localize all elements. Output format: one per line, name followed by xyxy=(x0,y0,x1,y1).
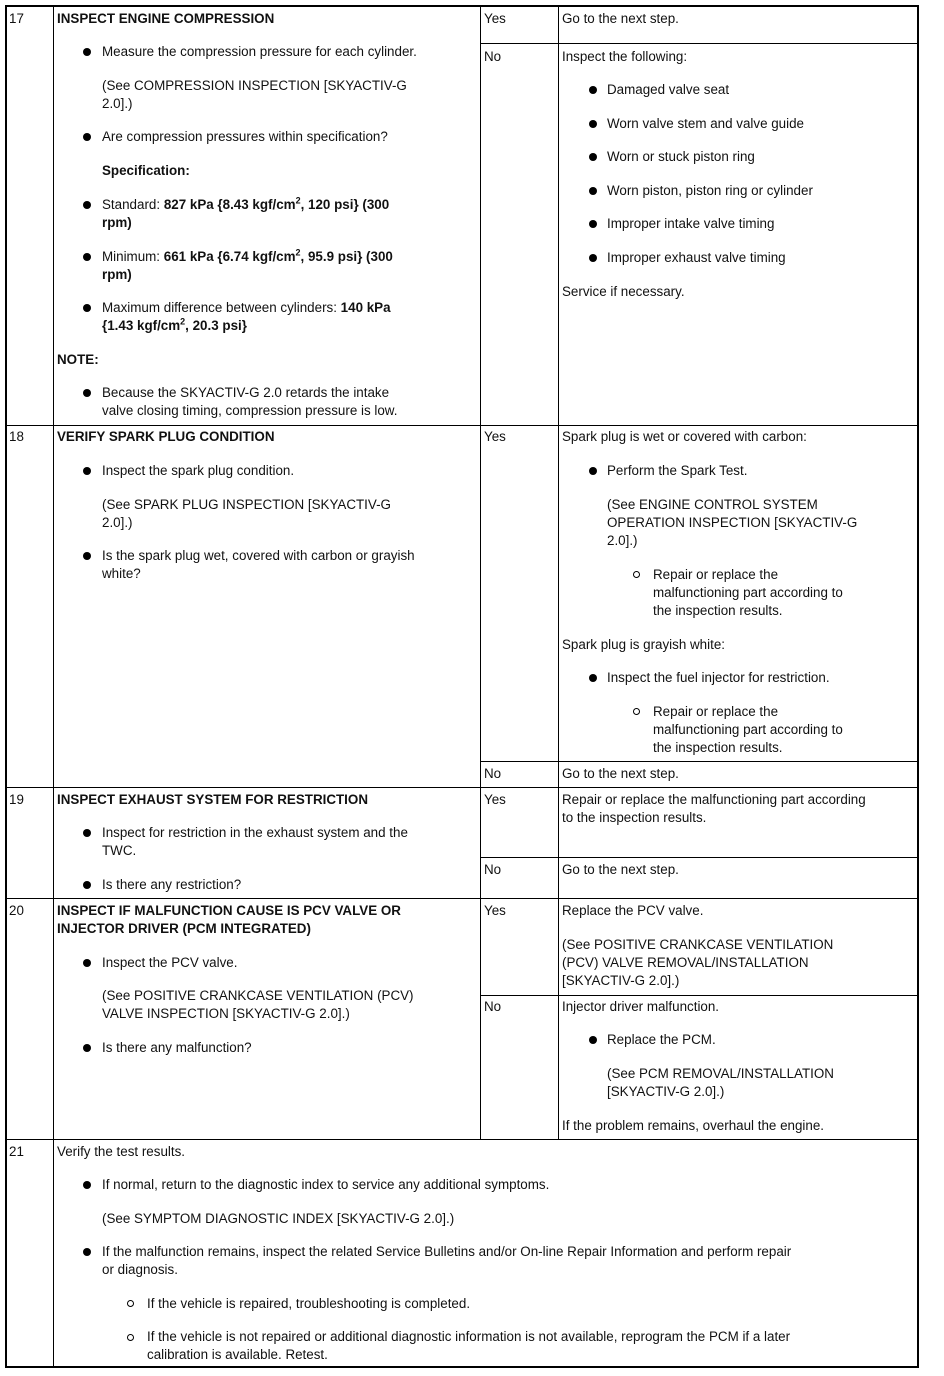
step-title: INJECTOR DRIVER (PCM INTEGRATED) xyxy=(57,921,311,936)
result-no: No xyxy=(484,999,502,1014)
row-divider xyxy=(481,857,918,858)
bullet-icon xyxy=(589,674,597,682)
step-intro: Verify the test results. xyxy=(57,1144,186,1159)
action-text: Replace the PCV valve. xyxy=(562,903,704,918)
action-text: Repair or replace the xyxy=(653,567,779,582)
step-instruction: or diagnosis. xyxy=(102,1262,178,1277)
step-question: white? xyxy=(102,566,141,581)
bullet-icon xyxy=(83,1181,91,1189)
step-instruction: Inspect for restriction in the exhaust system and the xyxy=(102,825,408,840)
spec-max-difference: Maximum difference between cylinders: 140 kPa xyxy=(102,300,391,315)
sub-instruction: If the vehicle is not repaired or additional diagnostic information is not available, reprogram the PCM if a later xyxy=(147,1329,791,1344)
col-divider xyxy=(480,6,481,1139)
step-instruction: Inspect the PCV valve. xyxy=(102,955,238,970)
bullet-icon xyxy=(83,1044,91,1052)
list-item: Damaged valve seat xyxy=(607,82,730,97)
result-yes: Yes xyxy=(484,11,506,26)
action-text: If the problem remains, overhaul the engine. xyxy=(562,1118,825,1133)
spec-standard-cont: rpm) xyxy=(102,215,132,230)
reference-link[interactable]: [SKYACTIV-G 2.0].) xyxy=(607,1084,725,1099)
step-number: 20 xyxy=(9,903,24,918)
reference-link[interactable]: [SKYACTIV-G 2.0].) xyxy=(562,973,680,988)
action-text: the inspection results. xyxy=(653,740,783,755)
action-text: Repair or replace the malfunctioning part according xyxy=(562,792,866,807)
bullet-icon xyxy=(589,120,597,128)
step-instruction: Measure the compression pressure for each cylinder. xyxy=(102,44,417,59)
reference-link[interactable]: OPERATION INSPECTION [SKYACTIV-G xyxy=(607,515,858,530)
bullet-icon xyxy=(83,552,91,560)
bullet-icon xyxy=(83,467,91,475)
bullet-icon xyxy=(589,1036,597,1044)
sub-bullet-icon xyxy=(127,1300,134,1307)
step-instruction: If normal, return to the diagnostic index to service any additional symptoms. xyxy=(102,1177,550,1192)
note-label: NOTE: xyxy=(57,352,99,367)
spec-label: Specification: xyxy=(102,163,190,178)
bullet-icon xyxy=(83,304,91,312)
action-text: malfunctioning part according to xyxy=(653,722,843,737)
bullet-icon xyxy=(589,254,597,262)
action-text: Perform the Spark Test. xyxy=(607,463,748,478)
spec-standard: Standard: 827 kPa {8.43 kgf/$cm^2$, 120 psi} (300 xyxy=(102,195,390,212)
step-instruction: If the malfunction remains, inspect the related Service Bulletins and/or On-line Repair Information and perform repair xyxy=(102,1244,792,1259)
reference-link[interactable]: (See PCM REMOVAL/INSTALLATION xyxy=(607,1066,834,1081)
list-item: Worn valve stem and valve guide xyxy=(607,116,804,131)
reference-link[interactable]: 2.0].) xyxy=(607,533,638,548)
result-yes: Yes xyxy=(484,429,506,444)
reference-link[interactable]: 2.0].) xyxy=(102,96,133,111)
action-text: Spark plug is grayish white: xyxy=(562,637,725,652)
spec-minimum: Minimum: 661 kPa {6.74 kgf/$cm^2$, 95.9 psi} (300 xyxy=(102,247,393,264)
reference-link[interactable]: (See POSITIVE CRANKCASE VENTILATION (PCV) xyxy=(102,988,414,1003)
action-text: Injector driver malfunction. xyxy=(562,999,720,1014)
step-title: VERIFY SPARK PLUG CONDITION xyxy=(57,429,275,444)
step-title: INSPECT ENGINE COMPRESSION xyxy=(57,11,275,26)
list-item: Improper intake valve timing xyxy=(607,216,775,231)
step-instruction: TWC. xyxy=(102,843,137,858)
bullet-icon xyxy=(589,467,597,475)
bullet-icon xyxy=(589,220,597,228)
note-text: Because the SKYACTIV-G 2.0 retards the intake xyxy=(102,385,390,400)
action-text: Inspect the fuel injector for restriction. xyxy=(607,670,830,685)
sub-bullet-icon xyxy=(633,708,640,715)
row-divider xyxy=(481,761,918,762)
action-text: Go to the next step. xyxy=(562,766,679,781)
spec-max-difference-cont: {1.43 kgf/$cm^2$, 20.3 psi} xyxy=(102,316,247,333)
action-text: Inspect the following: xyxy=(562,49,688,64)
bullet-icon xyxy=(83,201,91,209)
step-title: INSPECT IF MALFUNCTION CAUSE IS PCV VALVE OR xyxy=(57,903,401,918)
bullet-icon xyxy=(83,829,91,837)
step-question: Is there any restriction? xyxy=(102,877,242,892)
col-divider xyxy=(53,6,54,1367)
list-item: Improper exhaust valve timing xyxy=(607,250,786,265)
step-question: Is there any malfunction? xyxy=(102,1040,252,1055)
reference-link[interactable]: (See SPARK PLUG INSPECTION [SKYACTIV-G xyxy=(102,497,391,512)
action-text: Spark plug is wet or covered with carbon: xyxy=(562,429,807,444)
sub-instruction: If the vehicle is repaired, troubleshooting is completed. xyxy=(147,1296,471,1311)
bullet-icon xyxy=(83,881,91,889)
sub-bullet-icon xyxy=(127,1334,134,1341)
step-number: 17 xyxy=(9,11,24,26)
row-divider xyxy=(6,787,918,788)
action-text: Repair or replace the xyxy=(653,704,779,719)
bullet-icon xyxy=(589,86,597,94)
bullet-icon xyxy=(589,153,597,161)
bullet-icon xyxy=(83,48,91,56)
action-text: Replace the PCM. xyxy=(607,1032,716,1047)
step-number: 19 xyxy=(9,792,24,807)
row-divider xyxy=(6,1139,918,1140)
sub-bullet-icon xyxy=(633,571,640,578)
action-text: to the inspection results. xyxy=(562,810,707,825)
reference-link[interactable]: (See ENGINE CONTROL SYSTEM xyxy=(607,497,818,512)
result-no: No xyxy=(484,862,502,877)
result-yes: Yes xyxy=(484,903,506,918)
row-divider xyxy=(481,995,918,996)
note-text: valve closing timing, compression pressure is low. xyxy=(102,403,398,418)
step-number: 21 xyxy=(9,1144,24,1159)
bullet-icon xyxy=(83,959,91,967)
action-text: Go to the next step. xyxy=(562,862,679,877)
step-number: 18 xyxy=(9,429,24,444)
bullet-icon xyxy=(589,187,597,195)
row-divider xyxy=(6,425,918,426)
list-item: Worn piston, piston ring or cylinder xyxy=(607,183,813,198)
step-question: Are compression pressures within specification? xyxy=(102,129,388,144)
bullet-icon xyxy=(83,389,91,397)
action-text: Service if necessary. xyxy=(562,284,685,299)
result-yes: Yes xyxy=(484,792,506,807)
reference-link[interactable]: VALVE INSPECTION [SKYACTIV-G 2.0].) xyxy=(102,1006,350,1021)
action-text: Go to the next step. xyxy=(562,11,679,26)
reference-link[interactable]: (See POSITIVE CRANKCASE VENTILATION xyxy=(562,937,834,952)
col-divider xyxy=(558,6,559,1139)
result-no: No xyxy=(484,766,502,781)
bullet-icon xyxy=(83,133,91,141)
list-item: Worn or stuck piston ring xyxy=(607,149,755,164)
step-question: Is the spark plug wet, covered with carbon or grayish xyxy=(102,548,415,563)
bullet-icon xyxy=(83,253,91,261)
reference-link[interactable]: (PCV) VALVE REMOVAL/INSTALLATION xyxy=(562,955,809,970)
step-instruction: Inspect the spark plug condition. xyxy=(102,463,295,478)
row-divider xyxy=(6,898,918,899)
result-no: No xyxy=(484,49,502,64)
sub-instruction: calibration is available. Retest. xyxy=(147,1347,328,1362)
step-title: INSPECT EXHAUST SYSTEM FOR RESTRICTION xyxy=(57,792,368,807)
reference-link[interactable]: (See COMPRESSION INSPECTION [SKYACTIV-G xyxy=(102,78,407,93)
row-divider xyxy=(481,43,918,44)
reference-link[interactable]: (See SYMPTOM DIAGNOSTIC INDEX [SKYACTIV-G 2.0].) xyxy=(102,1211,455,1226)
spec-minimum-cont: rpm) xyxy=(102,267,132,282)
action-text: malfunctioning part according to xyxy=(653,585,843,600)
action-text: the inspection results. xyxy=(653,603,783,618)
reference-link[interactable]: 2.0].) xyxy=(102,515,133,530)
bullet-icon xyxy=(83,1248,91,1256)
